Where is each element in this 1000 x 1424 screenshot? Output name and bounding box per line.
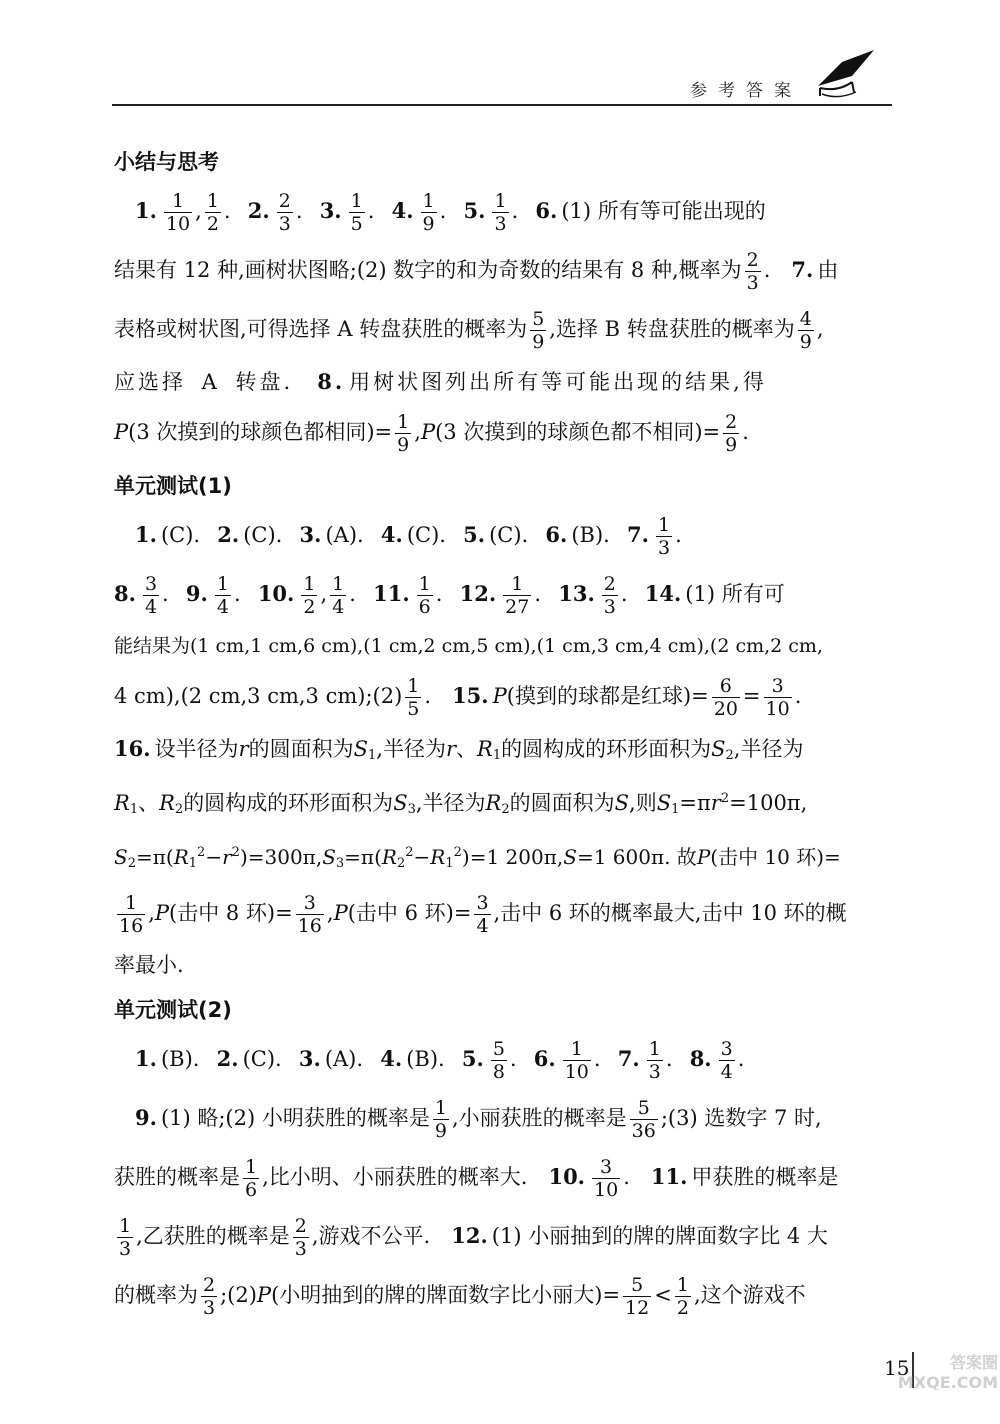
- s3-line5: 的概率为 $\frac{2}{3}$ ;(2)P(小明抽到的牌的牌面数字比小丽大)= $\frac{5}{12}$ < $\frac{1}{2}$ ,这个游戏不: [114, 1274, 806, 1319]
- s1-line2: 结果有 12 种,画树状图略;(2) 数字的和为奇数的结果有 8 种,概率为 $\frac{2}{3}$ . 7. 由: [114, 249, 839, 294]
- fraction: $\frac{1}{9}$: [422, 190, 435, 235]
- fraction: $\frac{6}{20}$: [713, 675, 738, 720]
- fraction: $\frac{5}{12}$: [625, 1274, 650, 1319]
- s2-line9: 率最小.: [114, 953, 184, 977]
- fraction: $\frac{3}{10}$: [594, 1156, 619, 1201]
- s2-line3: 能结果为(1 cm,1 cm,6 cm),(1 cm,2 cm,5 cm),(1 cm,3 cm,4 cm),(2 cm,2 cm,: [114, 635, 823, 657]
- answer-content: [114, 140, 894, 1333]
- fraction: $\frac{1}{3}$: [119, 1215, 132, 1260]
- s1-line1: 1. $\frac{1}{10}$ , $\frac{1}{2}$ . 2. $\frac{2}{3}$ . 3. $\frac{1}{5}$ . 4. $\frac{1}{9}$ . 5. $\frac{1}{3}$ . 6. (1) 所有等可能出现的: [135, 190, 766, 235]
- fraction: $\frac{5}{36}$: [631, 1097, 656, 1142]
- fraction: $\frac{1}{10}$: [564, 1038, 589, 1083]
- s2-line2: 8. $\frac{3}{4}$ . 9. $\frac{1}{4}$ . 10. $\frac{1}{2}$ , $\frac{1}{4}$ . 11. $\frac{1}{6}$ . 12. $\frac{1}{27}$ . 13. $\frac{2}{3}$ . 14. (1) 所有可: [114, 573, 785, 618]
- fraction: $\frac{1}{5}$: [407, 675, 420, 720]
- fraction: $\frac{2}{9}$: [725, 411, 738, 456]
- fraction: $\frac{1}{3}$: [648, 1038, 661, 1083]
- fraction: $\frac{1}{2}$: [303, 573, 316, 618]
- s1-line3: 表格或树状图,可得选择 A 转盘获胜的概率为 $\frac{5}{9}$ ,选择 B 转盘获胜的概率为 $\frac{4}{9}$ ,: [114, 308, 824, 353]
- fraction: $\frac{5}{8}$: [492, 1038, 505, 1083]
- fraction: $\frac{2}{3}$: [603, 573, 616, 618]
- fraction: $\frac{4}{9}$: [799, 308, 812, 353]
- fraction: $\frac{1}{4}$: [216, 573, 229, 618]
- s1-line4: 应选择 A 转盘. 8. 用树状图列出所有等可能出现的结果,得: [114, 369, 767, 394]
- s3-line1: 1. (B). 2. (C). 3. (A). 4. (B). 5. $\frac{5}{8}$ . 6. $\frac{1}{10}$ . 7. $\frac{1}{3}$ . 8. $\frac{3}{4}$ .: [135, 1038, 745, 1083]
- fraction: $\frac{1}{4}$: [332, 573, 345, 618]
- fraction: $\frac{2}{3}$: [746, 249, 759, 294]
- watermark-logo: 答案圈 MXQE.COM: [897, 1353, 998, 1392]
- s2-line1: 1. (C). 2. (C). 3. (A). 4. (C). 5. (C). 6. (B). 7. $\frac{1}{3}$ .: [135, 514, 682, 559]
- fraction: $\frac{1}{16}$: [119, 892, 144, 937]
- fraction: $\frac{1}{5}$: [350, 190, 363, 235]
- fraction: $\frac{1}{3}$: [657, 514, 671, 559]
- fraction: $\frac{3}{10}$: [765, 675, 790, 720]
- fraction: $\frac{1}{27}$: [505, 573, 530, 618]
- fraction: $\frac{3}{16}$: [297, 892, 322, 937]
- s1-line5: P(3 次摸到的球颜色都相同)= $\frac{1}{9}$ ,P(3 次摸到的球颜色都不相同)= $\frac{2}{9}$ .: [114, 411, 749, 456]
- fraction: $\frac{2}{3}$: [278, 190, 291, 235]
- section-title: 小结与思考: [114, 150, 219, 174]
- s2-line4: 4 cm),(2 cm,3 cm,3 cm);(2) $\frac{1}{5}$ . 15. P(摸到的球都是红球)= $\frac{6}{20}$ = $\frac{3}{10}$ .: [114, 675, 802, 720]
- s2-line8: $\frac{1}{16}$ ,P(击中 8 环)= $\frac{3}{16}$ ,P(击中 6 环)= $\frac{3}{4}$ ,击中 6 环的概率最大,击中 10 环的概: [119, 892, 847, 937]
- s3-line2: 9. (1) 略;(2) 小明获胜的概率是 $\frac{1}{9}$ ,小丽获胜的概率是 $\frac{5}{36}$ ;(3) 选数字 7 时,: [135, 1097, 822, 1142]
- fraction: $\frac{3}{4}$: [476, 892, 489, 937]
- fraction: $\frac{3}{4}$: [720, 1038, 733, 1083]
- fraction: $\frac{2}{3}$: [294, 1215, 307, 1260]
- section-title: 单元测试(2): [114, 998, 232, 1022]
- fraction: $\frac{3}{4}$: [144, 573, 158, 618]
- section-title: 单元测试(1): [114, 474, 232, 498]
- s2-line7: $S_2=\pi(R_1^2-r^2)=300\pi,S_3=\pi(R_2^2-R_1^2)=1$ 200π,S=1 600π. 故P(击中 10 环)=: [114, 845, 841, 871]
- graduation-cap-icon: [812, 42, 882, 102]
- page-number: 15: [884, 1356, 910, 1380]
- s2-line5: 16. 设半径为r的圆面积为$S_1$,半径为r、$R_1$的圆构成的环形面积为$S_2$,半径为: [114, 736, 804, 763]
- fraction: $\frac{1}{6}$: [418, 573, 431, 618]
- s2-line6: $R_1$、$R_2$的圆构成的环形面积为$S_3$,半径为$R_2$的圆面积为S,则$S_1=\pi r^2=100\pi$,: [114, 791, 808, 817]
- fraction: $\frac{2}{3}$: [203, 1274, 216, 1319]
- s3-line4: $\frac{1}{3}$ ,乙获胜的概率是 $\frac{2}{3}$ ,游戏不公平. 12. (1) 小丽抽到的牌的牌面数字比 4 大: [119, 1215, 828, 1260]
- s3-line3: 获胜的概率是 $\frac{1}{6}$ ,比小明、小丽获胜的概率大. 10. $\frac{3}{10}$ . 11. 甲获胜的概率是: [114, 1156, 839, 1201]
- fraction: $\frac{1}{9}$: [434, 1097, 447, 1142]
- fraction: $\frac{1}{6}$: [245, 1156, 258, 1201]
- header-rule: [112, 104, 892, 106]
- fraction: $\frac{5}{9}$: [532, 308, 545, 353]
- fraction: $\frac{1}{2}$: [206, 190, 219, 235]
- fraction: $\frac{1}{9}$: [397, 411, 410, 456]
- fraction: $\frac{1}{3}$: [494, 190, 507, 235]
- header-title: 参考答案: [690, 81, 802, 101]
- fraction: $\frac{1}{2}$: [676, 1274, 689, 1319]
- fraction: $\frac{1}{10}$: [165, 190, 191, 235]
